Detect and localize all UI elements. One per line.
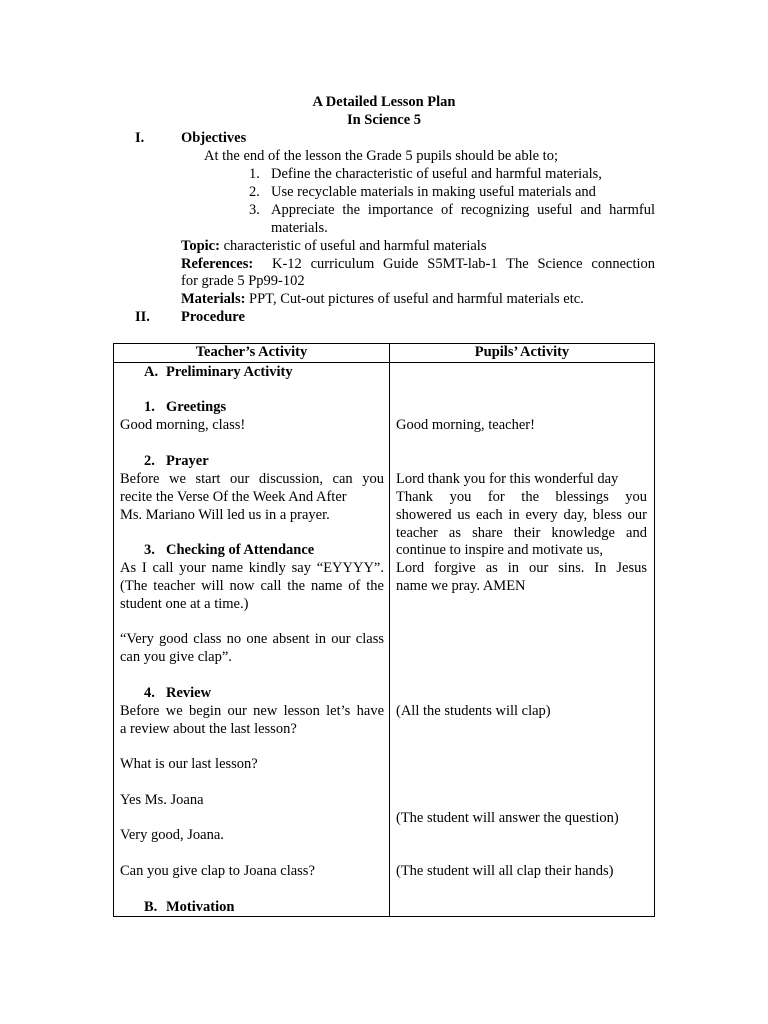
table-body-row: [114, 362, 655, 916]
materials-label: Materials:: [181, 291, 246, 307]
attendance-title: Checking of Attendance: [166, 541, 315, 558]
section-1-title: Objectives: [181, 130, 247, 146]
materials-text: PPT, Cut-out pictures of useful and harmful materials etc.: [249, 291, 584, 307]
prayer-number: 2.: [144, 452, 155, 469]
motivation-title: Motivation: [166, 898, 235, 915]
pupils-prayer-line6: Lord forgive as in our sins. In Jesus: [396, 559, 647, 576]
objective-1-text: Define the characteristic of useful and harmful materials,: [271, 166, 602, 182]
objectives-intro: At the end of the lesson the Grade 5 pupils should be able to;: [204, 148, 558, 164]
topic-label: Topic:: [181, 238, 220, 254]
pupils-prayer-line2: Thank you for the blessings you: [396, 488, 647, 505]
absent-text-line2: can you give clap”.: [120, 648, 232, 665]
pupils-all-clap-text: (The student will all clap their hands): [396, 862, 614, 879]
table-header-row: [114, 344, 655, 363]
objective-2-text: Use recyclable materials in making useful materials and: [271, 184, 596, 200]
pupils-prayer-line4: teacher as share their knowledge and: [396, 524, 647, 541]
objective-3-number: 3.: [249, 202, 260, 218]
last-lesson-question: What is our last lesson?: [120, 755, 258, 772]
section-2-number: II.: [135, 309, 150, 325]
preliminary-letter: A.: [144, 363, 159, 380]
greetings-title: Greetings: [166, 398, 227, 415]
attendance-number: 3.: [144, 541, 155, 558]
pupils-prayer-line5: continue to inspire and motivate us,: [396, 541, 603, 558]
section-1-number: I.: [135, 130, 145, 146]
attendance-text-line3: student one at a time.): [120, 595, 249, 612]
motivation-letter: B.: [144, 898, 158, 915]
pupils-prayer-line3: showered us each in every day, bless our: [396, 506, 647, 523]
objective-1-number: 1.: [249, 166, 260, 182]
pupils-activity-cell: [390, 362, 655, 916]
objective-2-number: 2.: [249, 184, 260, 200]
topic-text: characteristic of useful and harmful materials: [223, 238, 487, 254]
pupils-clap-text: (All the students will clap): [396, 702, 551, 719]
pupils-prayer-line1: Lord thank you for this wonderful day: [396, 470, 619, 487]
greetings-text: Good morning, class!: [120, 416, 246, 433]
procedure-table: [113, 343, 655, 917]
absent-text-line1: “Very good class no one absent in our class: [120, 630, 384, 647]
pupils-prayer-line7: name we pray. AMEN: [396, 577, 526, 594]
greetings-number: 1.: [144, 398, 155, 415]
prayer-text-line2: recite the Verse Of the Week And After: [120, 488, 347, 505]
prayer-text-line1: Before we start our discussion, can you: [120, 470, 384, 487]
review-number: 4.: [144, 684, 155, 701]
topic-line: [181, 238, 486, 256]
references-text-line2: for grade 5 Pp99-102: [181, 273, 305, 289]
attendance-text-line1: As I call your name kindly say “EYYYY”.: [120, 559, 384, 576]
objective-3-text-line1: Appreciate the importance of recognizing useful and harmful: [271, 202, 655, 218]
doc-title: A Detailed Lesson Plan: [312, 94, 456, 110]
clap-joana-text: Can you give clap to Joana class?: [120, 862, 315, 879]
pupils-answer-text: (The student will answer the question): [396, 809, 619, 826]
references-text-line1: K-12 curriculum Guide S5MT-lab-1 The Science connection: [272, 256, 655, 272]
materials-line: [181, 291, 584, 309]
prayer-text-line3: Ms. Mariano Will led us in a prayer.: [120, 506, 330, 523]
review-text-line2: a review about the last lesson?: [120, 720, 297, 737]
doc-subtitle: In Science 5: [346, 112, 422, 128]
section-2-title: Procedure: [181, 309, 245, 325]
objective-3-text-line2: materials.: [271, 220, 328, 236]
prayer-title: Prayer: [166, 452, 209, 469]
very-good-text: Very good, Joana.: [120, 826, 224, 843]
greeting-reply: Good morning, teacher!: [396, 416, 535, 433]
attendance-text-line2: (The teacher will now call the name of the: [120, 577, 384, 594]
preliminary-title: Preliminary Activity: [166, 363, 293, 380]
review-text-line1: Before we begin our new lesson let’s have: [120, 702, 384, 719]
teacher-activity-header: Teacher’s Activity: [114, 344, 390, 363]
yes-joana-text: Yes Ms. Joana: [120, 791, 204, 808]
references-label: References:: [181, 256, 254, 272]
teacher-activity-cell: [114, 362, 390, 916]
pupils-activity-header: Pupils’ Activity: [390, 344, 655, 363]
review-title: Review: [166, 684, 212, 701]
references-line1: [181, 256, 655, 274]
